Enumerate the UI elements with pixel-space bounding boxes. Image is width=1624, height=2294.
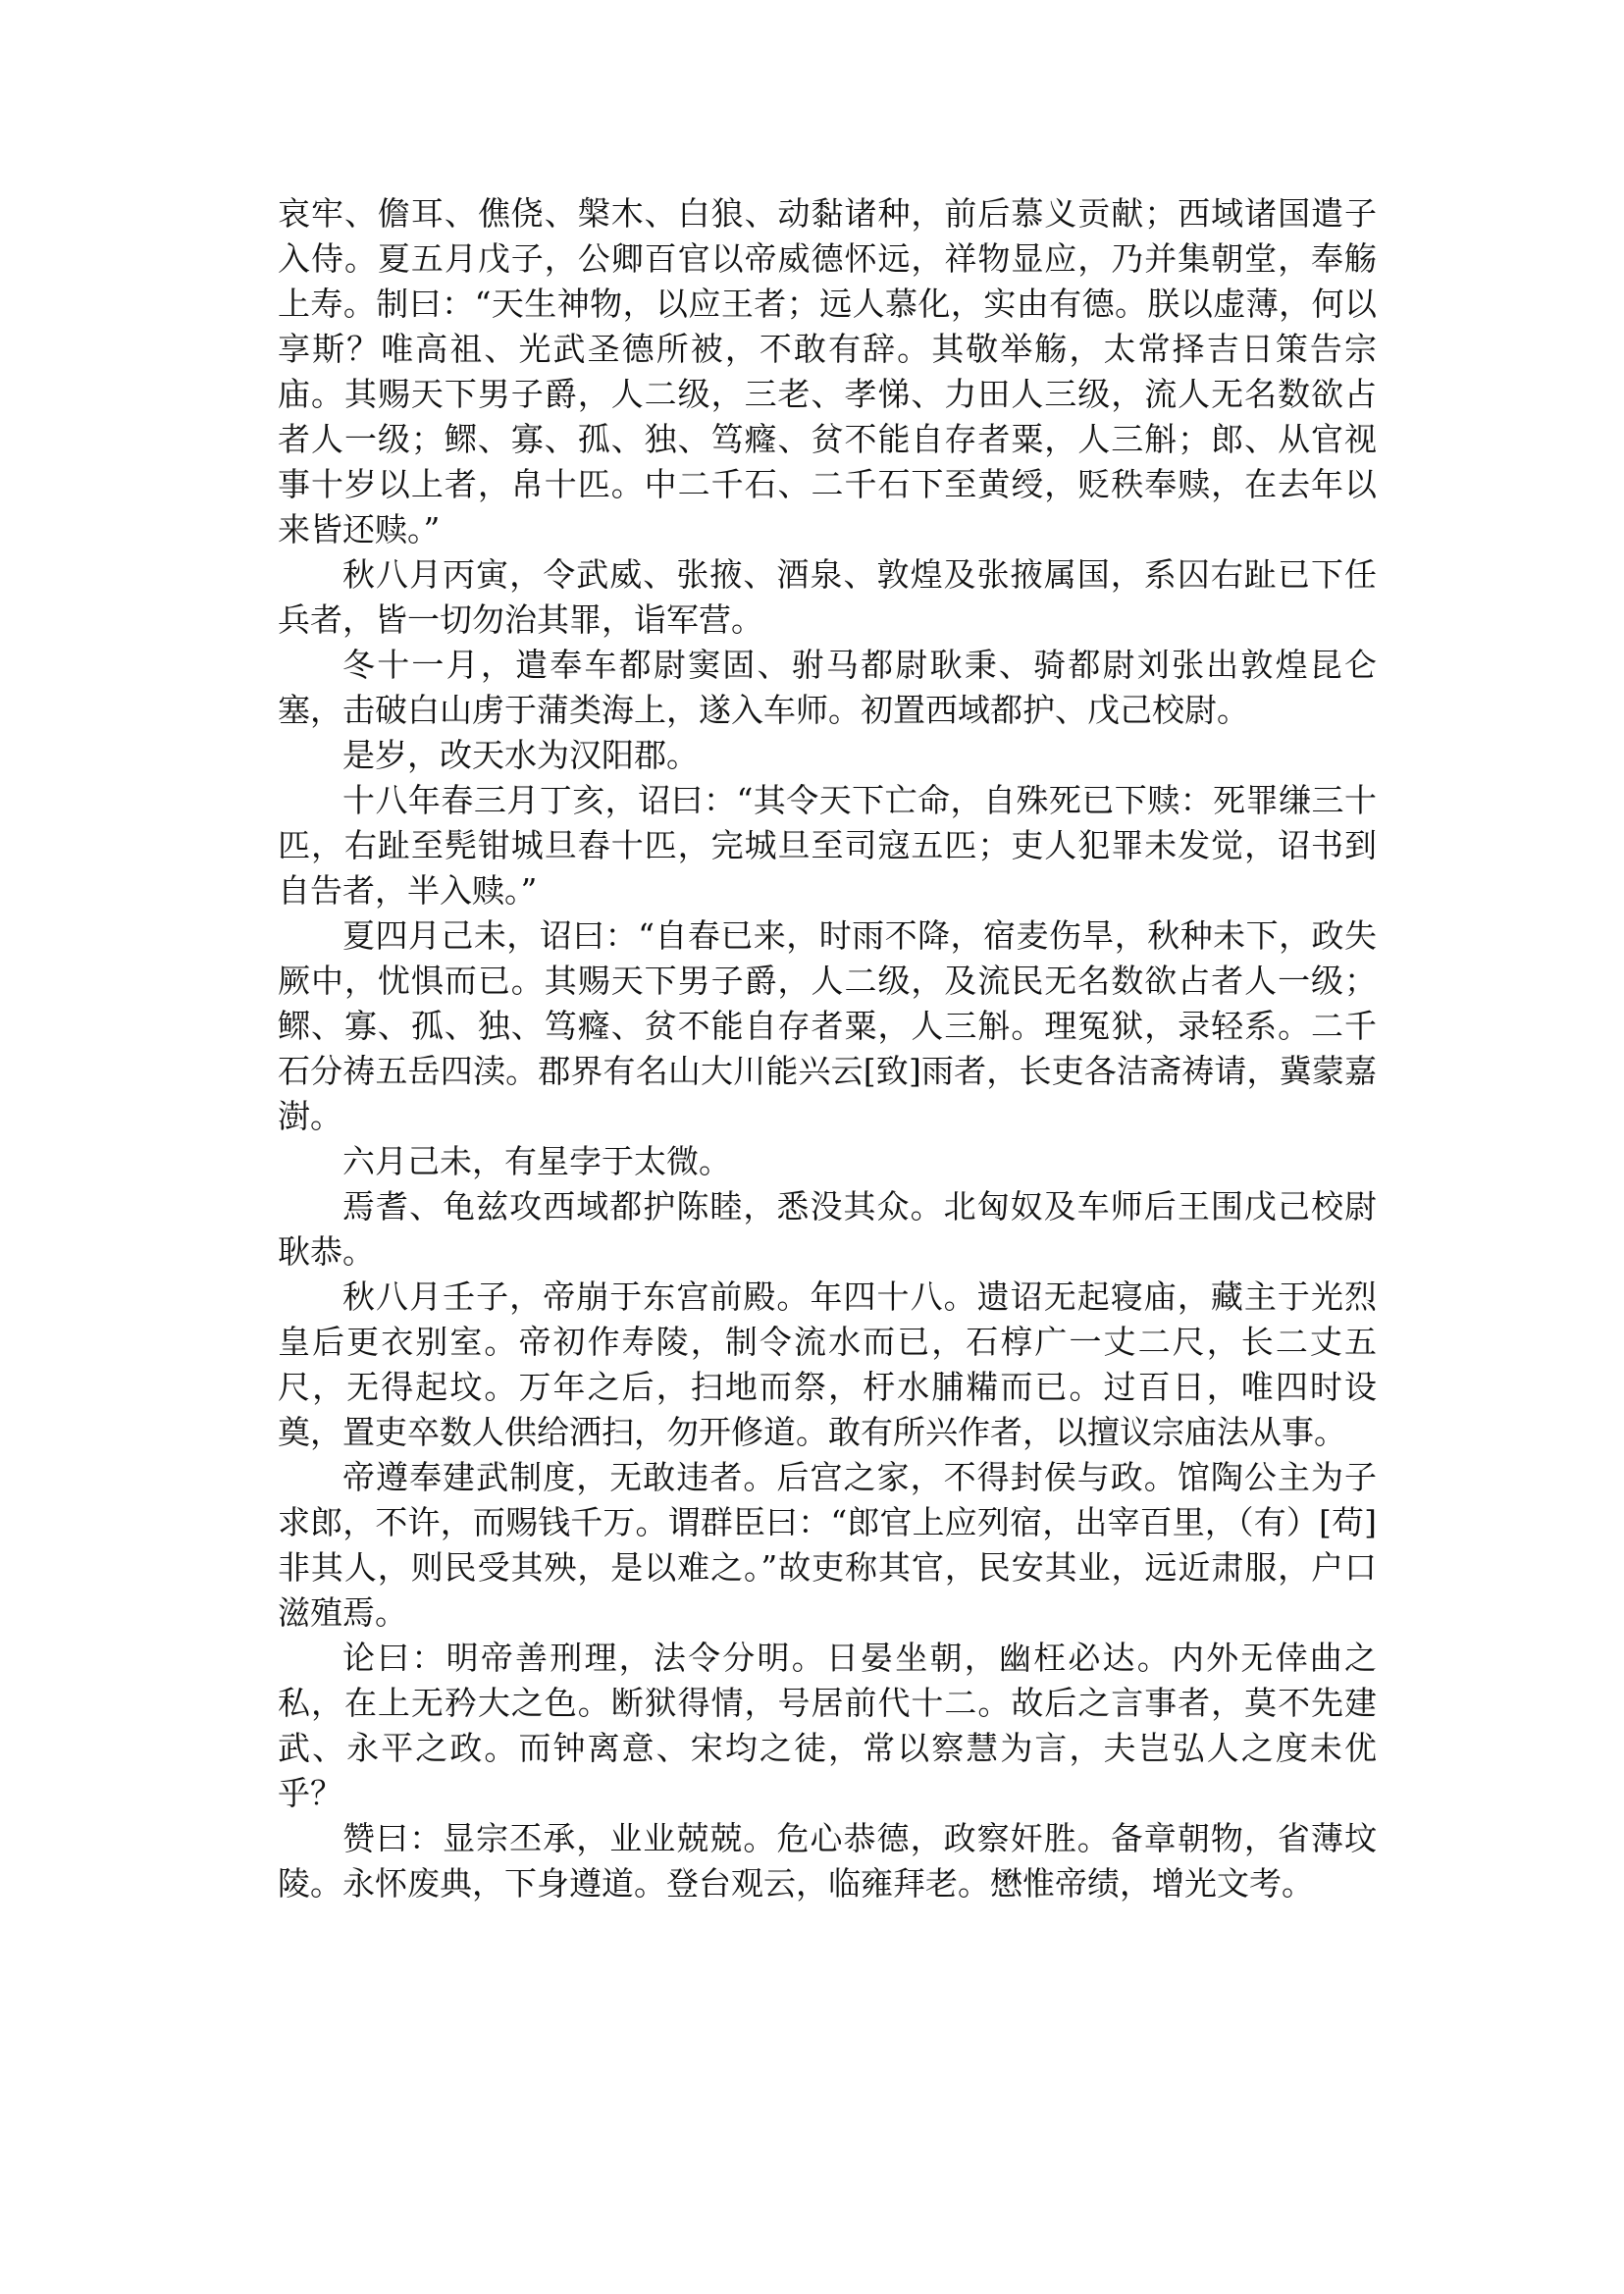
paragraph-5: 十八年春三月丁亥，诏曰：“其令天下亡命，自殊死已下赎：死罪缣三十匹，右趾至髡钳城旦舂十匹，完城旦至司寇五匹；吏人犯罪未发觉，诏书到自告者，半入赎。” (278, 781, 1377, 910)
paragraph-8: 焉耆、龟兹攻西域都护陈睦，悉没其众。北匈奴及车师后王围戊己校尉耿恭。 (278, 1187, 1377, 1271)
paragraph-3: 冬十一月，遣奉车都尉窦固、驸马都尉耿秉、骑都尉刘张出敦煌昆仑塞，击破白山虏于蒲类海上，遂入车师。初置西域都护、戊己校尉。 (278, 646, 1377, 729)
paragraph-9: 秋八月壬子，帝崩于东宫前殿。年四十八。遗诏无起寝庙，藏主于光烈皇后更衣别室。帝初作寿陵，制令流水而已，石椁广一丈二尺，长二丈五尺，无得起坟。万年之后，扫地而祭，杅水脯糒而已。过百日，唯四时设奠，置吏卒数人供给洒扫，勿开修道。敢有所兴作者，以擅议宗庙法从事。 (278, 1277, 1377, 1451)
paragraph-11: 论曰：明帝善刑理，法令分明。日晏坐朝，幽枉必达。内外无倖曲之私，在上无矜大之色。断狱得情，号居前代十二。故后之言事者，莫不先建武、永平之政。而钟离意、宋均之徒，常以察慧为言，夫岂弘人之度未优乎？ (278, 1639, 1377, 1812)
paragraph-4: 是岁，改天水为汉阳郡。 (342, 736, 699, 774)
body-text (278, 191, 1377, 1906)
paragraph-7: 六月己未，有星孛于太微。 (342, 1142, 731, 1180)
paragraph-1: 哀牢、儋耳、僬侥、槃木、白狼、动黏诸种，前后慕义贡献；西域诸国遣子入侍。夏五月戊子，公卿百官以帝威德怀远，祥物显应，乃并集朝堂，奉觞上寿。制曰：“天生神物，以应王者；远人慕化，实由有德。朕以虚薄，何以享斯？唯高祖、光武圣德所被，不敢有辞。其敬举觞，太常择吉日策告宗庙。其赐天下男子爵，人二级，三老、孝悌、力田人三级，流人无名数欲占者人一级；鳏、寡、孤、独、笃癃、贫不能自存者粟，人三斛；郎、从官视事十岁以上者，帛十匹。中二千石、二千石下至黄绶，贬秩奉赎，在去年以来皆还赎。” (278, 194, 1377, 548)
paragraph-2: 秋八月丙寅，令武威、张掖、酒泉、敦煌及张掖属国，系囚右趾已下任兵者，皆一切勿治其罪，诣军营。 (278, 555, 1377, 639)
paragraph-6: 夏四月己未，诏曰：“自春已来，时雨不降，宿麦伤旱，秋种未下，政失厥中，忧惧而已。其赐天下男子爵，人二级，及流民无名数欲占者人一级；鳏、寡、孤、独、笃癃、贫不能自存者粟，人三斛。理冤狱，录轻系。二千石分祷五岳四渎。郡界有名山大川能兴云[致]雨者，长吏各洁斋祷请，冀蒙嘉澍。 (278, 916, 1377, 1135)
paragraph-10: 帝遵奉建武制度，无敢违者。后宫之家，不得封侯与政。馆陶公主为子求郎，不许，而赐钱千万。谓群臣曰：“郎官上应列宿，出宰百里，（有）[苟]非其人，则民受其殃，是以难之。”故吏称其官，民安其业，远近肃服，户口滋殖焉。 (278, 1458, 1377, 1632)
paragraph-12: 赞曰：显宗丕承，业业兢兢。危心恭德，政察奸胜。备章朝物，省薄坟陵。永怀废典，下身遵道。登台观云，临雍拜老。懋惟帝绩，增光文考。 (278, 1819, 1377, 1903)
